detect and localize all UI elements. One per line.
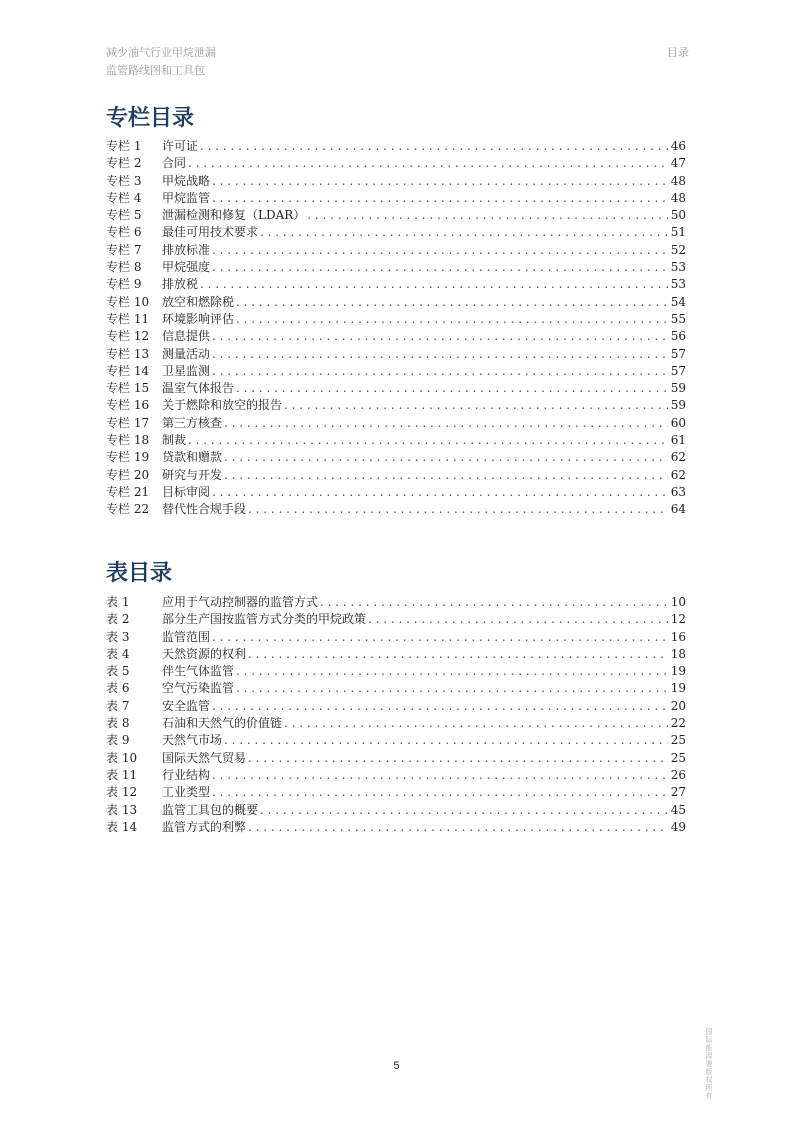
- toc-leader-dots: [188, 155, 668, 172]
- toc-leader-dots: [236, 380, 668, 397]
- toc-entry-page: 27: [670, 785, 686, 800]
- toc-leader-dots: [284, 397, 668, 414]
- toc-entry-title: 制裁: [162, 433, 187, 448]
- toc-entry-label: 专栏 8: [106, 260, 142, 275]
- toc-entry-title: 贷款和赠款: [162, 450, 223, 465]
- toc-entry-label: 专栏 5: [106, 208, 142, 223]
- toc-entry-label: 表 11: [106, 767, 138, 782]
- table-toc-entry[interactable]: [106, 629, 686, 646]
- toc-leader-dots: [260, 802, 668, 819]
- toc-leader-dots: [260, 224, 668, 241]
- table-toc-entry[interactable]: [106, 767, 686, 784]
- toc-entry-page: 25: [670, 750, 686, 765]
- toc-entry-page: 16: [670, 629, 686, 644]
- toc-entry-title: 监管工具包的概要: [162, 802, 259, 817]
- toc-entry-title: 温室气体报告: [162, 381, 235, 396]
- table-toc-entry[interactable]: [106, 594, 686, 611]
- toc-entry-page: 19: [670, 664, 686, 679]
- toc-leader-dots: [224, 449, 668, 466]
- toc-entry-title: 关于燃除和放空的报告: [162, 398, 283, 413]
- toc-entry-label: 表 3: [106, 629, 130, 644]
- toc-entry-page: 18: [670, 646, 686, 661]
- table-toc-entry[interactable]: [106, 611, 686, 628]
- header-section-name: 目录: [667, 46, 689, 59]
- toc-leader-dots: [212, 190, 668, 207]
- box-toc-entry[interactable]: [106, 311, 686, 328]
- toc-entry-title: 部分生产国按监管方式分类的甲烷政策: [162, 612, 367, 627]
- toc-leader-dots: [200, 138, 668, 155]
- toc-leader-dots: [212, 259, 668, 276]
- toc-entry-page: 10: [670, 595, 686, 609]
- toc-entry-page: 12: [670, 612, 686, 627]
- toc-entry-label: 专栏 2: [106, 156, 142, 171]
- table-toc-entry[interactable]: [106, 663, 686, 680]
- toc-entry-label: 专栏 1: [106, 139, 142, 153]
- toc-leader-dots: [224, 732, 668, 749]
- toc-entry-title: 研究与开发: [162, 467, 223, 482]
- toc-entry-label: 专栏 14: [106, 363, 150, 378]
- toc-leader-dots: [236, 311, 668, 328]
- box-toc-entry[interactable]: [106, 173, 686, 190]
- toc-entry-title: 泄漏检测和修复（LDAR）: [162, 208, 306, 223]
- toc-entry-label: 表 10: [106, 750, 138, 765]
- toc-entry-label: 表 1: [106, 595, 130, 609]
- box-toc-entry[interactable]: [106, 328, 686, 345]
- toc-leader-dots: [307, 207, 668, 224]
- box-toc-entry[interactable]: [106, 155, 686, 172]
- toc-entry-title: 行业结构: [162, 767, 211, 782]
- toc-entry-label: 表 9: [106, 733, 130, 748]
- running-header: [106, 44, 216, 80]
- toc-leader-dots: [212, 629, 668, 646]
- toc-entry-page: 53: [670, 277, 686, 292]
- box-toc-entry[interactable]: [106, 138, 686, 155]
- toc-entry-label: 表 7: [106, 698, 130, 713]
- toc-leader-dots: [224, 467, 668, 484]
- table-toc-entry[interactable]: [106, 802, 686, 819]
- toc-entry-title: 合同: [162, 156, 187, 171]
- toc-entry-title: 许可证: [162, 139, 199, 153]
- toc-entry-label: 专栏 16: [106, 398, 150, 413]
- toc-entry-page: 49: [670, 819, 686, 834]
- toc-entry-label: 表 4: [106, 646, 130, 661]
- toc-entry-page: 57: [670, 363, 686, 378]
- toc-entry-title: 放空和燃除税: [162, 294, 235, 309]
- toc-entry-title: 伴生气体监管: [162, 664, 235, 679]
- toc-entry-title: 替代性合规手段: [162, 502, 247, 517]
- toc-entry-page: 60: [670, 415, 686, 430]
- toc-entry-title: 排放税: [162, 277, 199, 292]
- toc-entry-label: 专栏 22: [106, 502, 150, 517]
- header-title-line2: 监管路线图和工具包: [106, 64, 205, 77]
- toc-entry-label: 专栏 9: [106, 277, 142, 292]
- toc-entry-page: 62: [670, 467, 686, 482]
- toc-entry-page: 55: [670, 311, 686, 326]
- box-toc-entry[interactable]: [106, 415, 686, 432]
- toc-entry-page: 48: [670, 173, 686, 188]
- toc-leader-dots: [212, 346, 668, 363]
- box-toc-entry[interactable]: [106, 449, 686, 466]
- tables-section-title: 表目录: [106, 560, 173, 586]
- toc-leader-dots: [212, 767, 668, 784]
- table-toc-entry[interactable]: [106, 732, 686, 749]
- box-toc-entry[interactable]: [106, 259, 686, 276]
- toc-entry-title: 监管范围: [162, 629, 211, 644]
- toc-entry-title: 第三方核查: [162, 415, 223, 430]
- toc-leader-dots: [212, 328, 668, 345]
- toc-entry-page: 63: [670, 484, 686, 499]
- toc-entry-label: 专栏 12: [106, 329, 150, 344]
- toc-leader-dots: [212, 484, 668, 501]
- toc-entry-label: 专栏 4: [106, 190, 142, 205]
- toc-leader-dots: [212, 242, 668, 259]
- toc-entry-label: 表 14: [106, 819, 138, 834]
- toc-leader-dots: [320, 594, 668, 611]
- toc-leader-dots: [368, 611, 668, 628]
- toc-entry-label: 专栏 18: [106, 433, 150, 448]
- box-toc-entry[interactable]: [106, 501, 686, 518]
- toc-entry-page: 26: [670, 767, 686, 782]
- toc-entry-label: 表 6: [106, 681, 130, 696]
- toc-entry-label: 专栏 19: [106, 450, 150, 465]
- toc-entry-page: 47: [670, 156, 686, 171]
- toc-entry-title: 石油和天然气的价值链: [162, 716, 283, 731]
- toc-entry-page: 64: [670, 502, 686, 517]
- box-toc-entry[interactable]: [106, 224, 686, 241]
- toc-entry-title: 信息提供: [162, 329, 211, 344]
- box-toc-entry[interactable]: [106, 363, 686, 380]
- table-toc-entry[interactable]: [106, 698, 686, 715]
- toc-entry-title: 安全监管: [162, 698, 211, 713]
- toc-entry-title: 应用于气动控制器的监管方式: [162, 595, 319, 609]
- toc-leader-dots: [212, 784, 668, 801]
- toc-entry-label: 表 2: [106, 612, 130, 627]
- toc-entry-page: 54: [670, 294, 686, 309]
- toc-entry-page: 20: [670, 698, 686, 713]
- toc-leader-dots: [248, 750, 668, 767]
- box-toc-entry[interactable]: [106, 484, 686, 501]
- toc-entry-page: 19: [670, 681, 686, 696]
- toc-entry-title: 天然资源的权利: [162, 646, 247, 661]
- toc-leader-dots: [236, 294, 668, 311]
- box-toc-entry[interactable]: [106, 276, 686, 293]
- copyright-side-mark: 国际能源署版权所有: [705, 1028, 713, 1100]
- toc-entry-page: 59: [670, 381, 686, 396]
- toc-entry-label: 专栏 17: [106, 415, 150, 430]
- table-toc-entry[interactable]: [106, 646, 686, 663]
- box-toc-entry[interactable]: [106, 346, 686, 363]
- toc-entry-title: 工业类型: [162, 785, 211, 800]
- toc-entry-page: 57: [670, 346, 686, 361]
- boxes-toc-list: [106, 138, 686, 519]
- box-toc-entry[interactable]: [106, 467, 686, 484]
- toc-entry-title: 环境影响评估: [162, 311, 235, 326]
- toc-entry-label: 专栏 7: [106, 242, 142, 257]
- toc-leader-dots: [200, 276, 668, 293]
- toc-leader-dots: [224, 415, 668, 432]
- toc-entry-label: 专栏 3: [106, 173, 142, 188]
- toc-leader-dots: [236, 680, 668, 697]
- toc-leader-dots: [188, 432, 668, 449]
- toc-entry-label: 专栏 15: [106, 381, 150, 396]
- table-toc-entry[interactable]: [106, 680, 686, 697]
- toc-entry-title: 天然气市场: [162, 733, 223, 748]
- box-toc-entry[interactable]: [106, 207, 686, 224]
- toc-entry-page: 48: [670, 190, 686, 205]
- header-title-line1: 减少油气行业甲烷泄漏: [106, 46, 216, 59]
- toc-leader-dots: [248, 819, 668, 836]
- toc-leader-dots: [212, 173, 668, 190]
- toc-entry-label: 专栏 6: [106, 225, 142, 240]
- toc-entry-page: 22: [670, 716, 686, 731]
- toc-entry-page: 61: [670, 433, 686, 448]
- box-toc-entry[interactable]: [106, 242, 686, 259]
- toc-entry-page: 62: [670, 450, 686, 465]
- toc-leader-dots: [212, 698, 668, 715]
- toc-entry-title: 甲烷强度: [162, 260, 211, 275]
- toc-entry-title: 甲烷战略: [162, 173, 211, 188]
- toc-entry-title: 卫星监测: [162, 363, 211, 378]
- toc-leader-dots: [284, 715, 668, 732]
- table-toc-entry[interactable]: [106, 784, 686, 801]
- page-number: 5: [393, 1060, 400, 1072]
- toc-entry-page: 25: [670, 733, 686, 748]
- toc-entry-label: 表 5: [106, 664, 130, 679]
- toc-entry-title: 监管方式的利弊: [162, 819, 247, 834]
- box-toc-entry[interactable]: [106, 190, 686, 207]
- toc-entry-title: 国际天然气贸易: [162, 750, 247, 765]
- toc-entry-title: 排放标准: [162, 242, 211, 257]
- toc-leader-dots: [248, 646, 668, 663]
- toc-entry-label: 表 13: [106, 802, 138, 817]
- toc-entry-page: 51: [670, 225, 686, 240]
- box-toc-entry[interactable]: [106, 397, 686, 414]
- toc-entry-title: 最佳可用技术要求: [162, 225, 259, 240]
- table-toc-entry[interactable]: [106, 715, 686, 732]
- box-toc-entry[interactable]: [106, 380, 686, 397]
- table-toc-entry[interactable]: [106, 750, 686, 767]
- toc-leader-dots: [212, 363, 668, 380]
- toc-entry-page: 46: [670, 139, 686, 153]
- tables-toc-list: [106, 594, 686, 836]
- toc-entry-page: 56: [670, 329, 686, 344]
- toc-entry-page: 53: [670, 260, 686, 275]
- toc-entry-label: 专栏 21: [106, 484, 150, 499]
- table-toc-entry[interactable]: [106, 819, 686, 836]
- toc-entry-label: 表 12: [106, 785, 138, 800]
- toc-entry-label: 表 8: [106, 716, 130, 731]
- toc-entry-title: 空气污染监管: [162, 681, 235, 696]
- toc-leader-dots: [236, 663, 668, 680]
- toc-entry-label: 专栏 20: [106, 467, 150, 482]
- box-toc-entry[interactable]: [106, 294, 686, 311]
- toc-leader-dots: [248, 501, 668, 518]
- toc-entry-label: 专栏 10: [106, 294, 150, 309]
- toc-entry-title: 目标审阅: [162, 484, 211, 499]
- toc-entry-page: 52: [670, 242, 686, 257]
- toc-entry-page: 59: [670, 398, 686, 413]
- box-toc-entry[interactable]: [106, 432, 686, 449]
- toc-entry-label: 专栏 11: [106, 311, 150, 326]
- toc-entry-page: 50: [670, 208, 686, 223]
- boxes-section-title: 专栏目录: [106, 105, 195, 131]
- toc-entry-title: 测量活动: [162, 346, 211, 361]
- toc-entry-title: 甲烷监管: [162, 190, 211, 205]
- toc-entry-page: 45: [670, 802, 686, 817]
- toc-entry-label: 专栏 13: [106, 346, 150, 361]
